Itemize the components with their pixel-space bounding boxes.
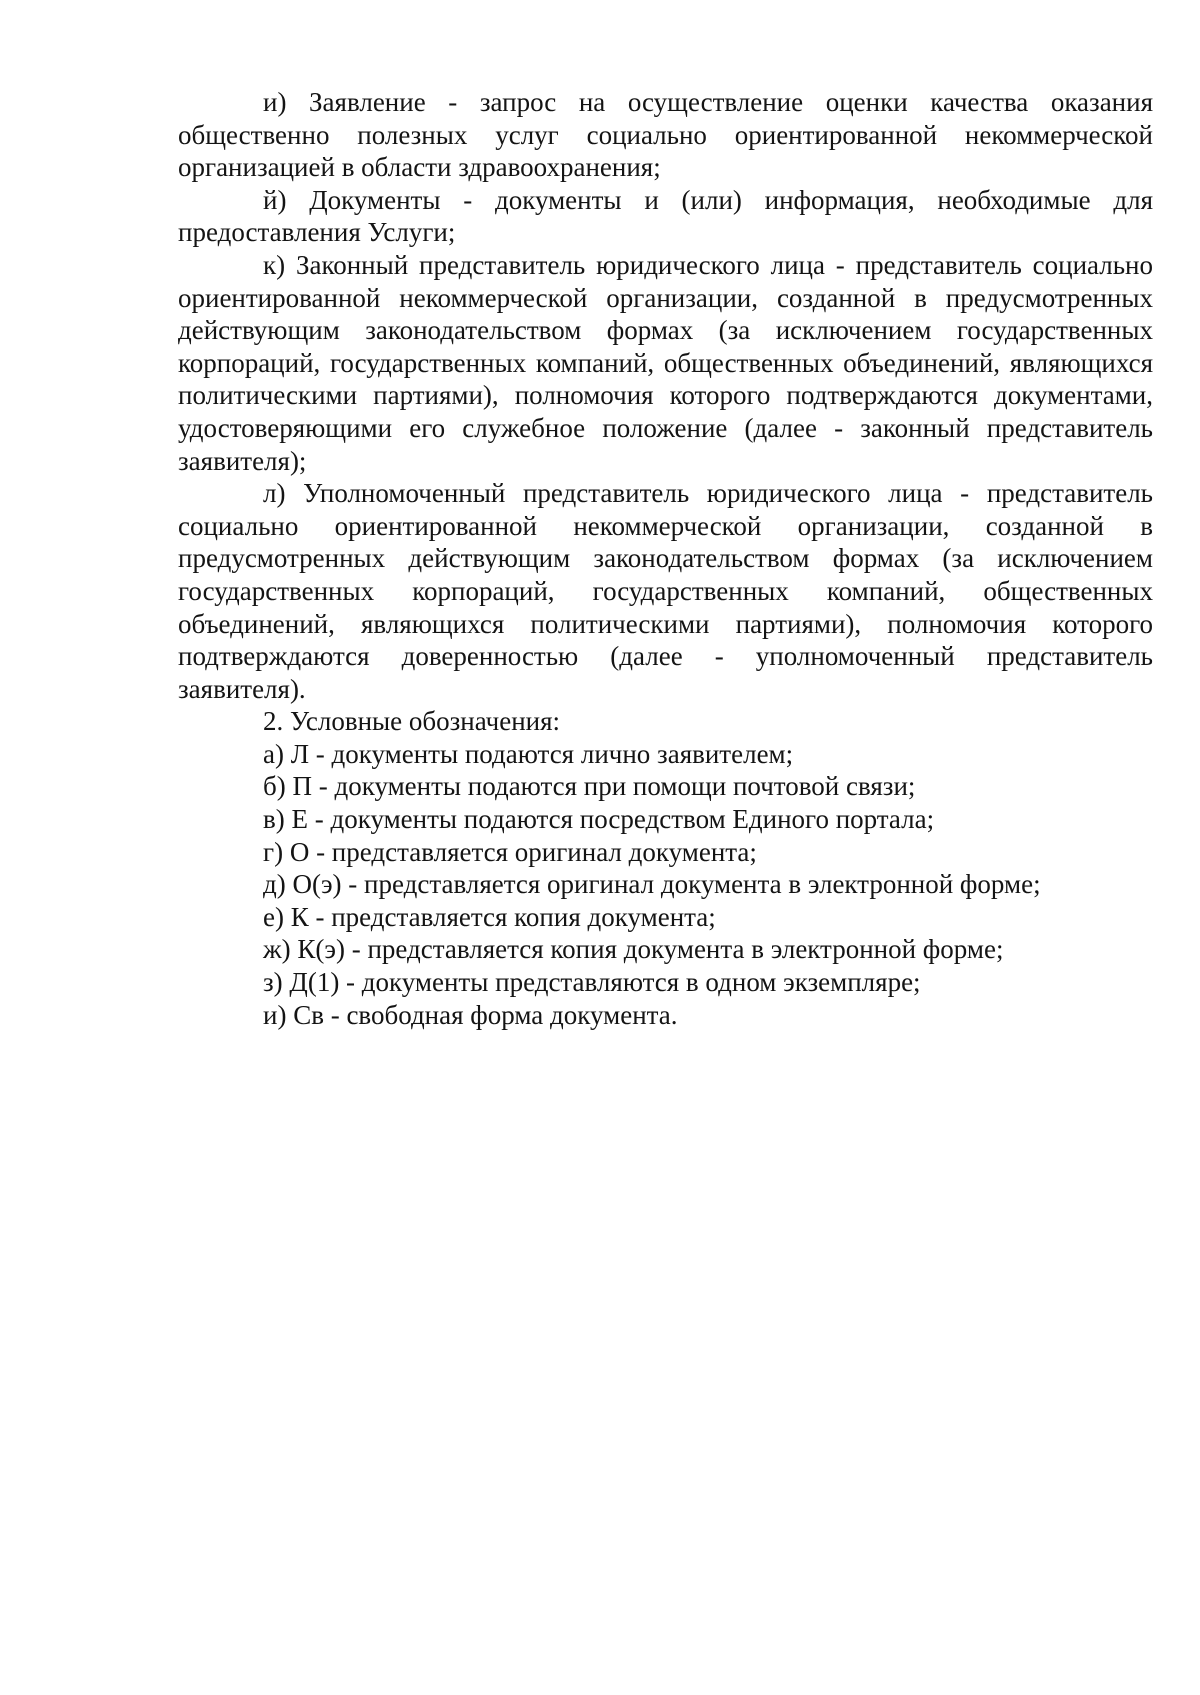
- legend-item: а) Л - документы подаются лично заявителем;: [263, 738, 794, 769]
- definition-paragraph-i: и) Заявление - запрос на осуществление оценки качества оказания общественно полезных услуг социально ориентированной некоммерческой организацией в области здравоохранения;: [178, 87, 1153, 183]
- definition-paragraph-j: й) Документы - документы и (или) информация, необходимые для предоставления Услуги;: [178, 184, 1153, 248]
- legend-item: е) К - представляется копия документа;: [263, 901, 716, 932]
- definition-paragraph-k: к) Законный представитель юридического лица - представитель социально ориентированной некоммерческой организации, созданной в предусмотренных действующим законодательством формах (за исключением государственных корпораций, государственных компаний, общественных объединений, являющихся политическими партиями), полномочия которого подтверждаются документами, удостоверяющими его служебное положение (далее - законный представитель заявителя);: [178, 249, 1153, 476]
- legend-list: [178, 738, 1153, 1031]
- legend-item: и) Св - свободная форма документа.: [263, 999, 678, 1030]
- legend-heading: 2. Условные обозначения:: [263, 706, 561, 737]
- document-body: [178, 86, 1153, 1031]
- legend-item: б) П - документы подаются при помощи почтовой связи;: [263, 771, 916, 802]
- legend-item: г) О - представляется оригинал документа;: [263, 836, 757, 867]
- legend-item: ж) К(э) - представляется копия документа в электронной форме;: [263, 934, 1004, 965]
- legend-item: з) Д(1) - документы представляются в одном экземпляре;: [263, 967, 921, 998]
- legend-item: в) Е - документы подаются посредством Единого портала;: [263, 804, 935, 835]
- definition-paragraph-l: л) Уполномоченный представитель юридического лица - представитель социально ориентированной некоммерческой организации, созданной в предусмотренных действующим законодательством формах (за исключением государственных корпораций, государственных компаний, общественных объединений, являющихся политическими партиями), полномочия которого подтверждаются доверенностью (далее - уполномоченный представитель заявителя).: [178, 478, 1153, 704]
- legend-item: д) О(э) - представляется оригинал документа в электронной форме;: [263, 869, 1041, 900]
